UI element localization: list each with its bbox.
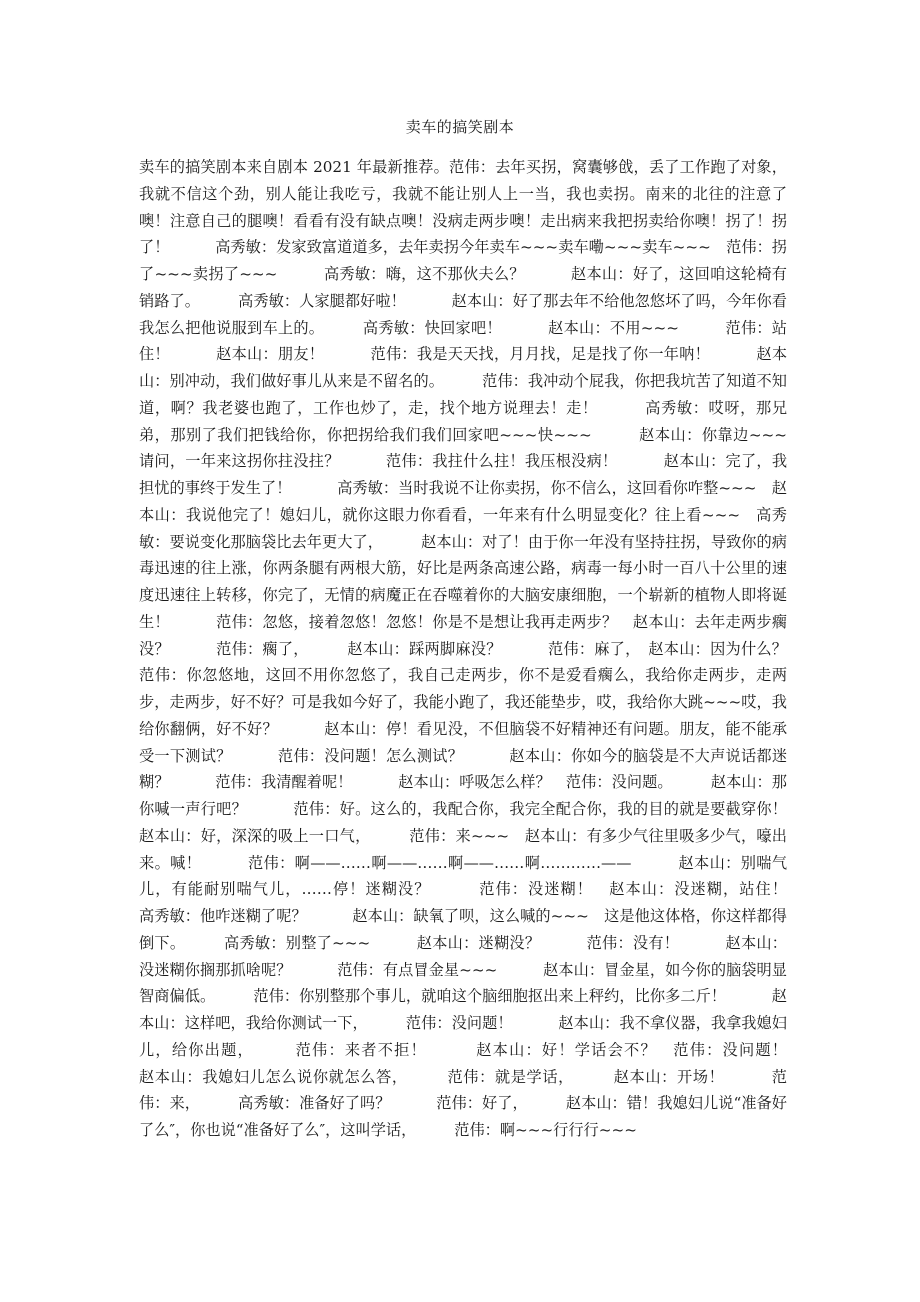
document-title: 卖车的搞笑剧本 (405, 118, 515, 136)
script-body-text: 卖车的搞笑剧本来自剧本 2021 年最新推荐。范伟：去年买拐，窝囊够戗，丢了工作跑了对象，我就不信这个劲，别人能让我吃亏，我就不能让别人上一当，我也卖拐。南来的北往的注意了噢！注意自己的腿噢！看看有没有缺点噢！没病走两步噢！走出病来我把拐卖给你噢！拐了！拐了！ 高秀敏：发家致富道道多，去年卖拐今年卖车~~~卖车嘞~~~卖车~~~ 范伟：拐了~~~卖拐了~~~ 高秀敏：嗨，这不那伙夫么？ 赵本山：好了，这回咱这轮椅有销路了。 高秀敏：人家腿都好啦！ 赵本山：好了那去年不给他忽悠坏了吗，今年你看我怎么把他说服到车上的。 高秀敏：快回家吧！ 赵本山：不用~~~ 范伟：站住！ 赵本山：朋友！ 范伟：我是天天找，月月找，足是找了你一年呐！ 赵本山：别冲动，我们做好事儿从来是不留名的。 范伟：我冲动个屁我，你把我坑苦了知道不知道，啊？我老婆也跑了，工作也炒了，走，找个地方说理去！走！ 高秀敏：哎呀，那兄弟，那别了我们把钱给你，你把拐给我们我们回家吧~~~快~~~ 赵本山：你靠边~~~ 请问，一年来这拐你拄没拄？ 范伟：我拄什么拄！我压根没病！ 赵本山：完了，我担忧的事终于发生了！ 高秀敏：当时我说不让你卖拐，你不信么，这回看你咋整~~~ 赵本山：我说他完了！媳妇儿，就你这眼力你看看，一年来有什么明显变化？往上看~~~ 高秀敏：要说变化那脑袋比去年更大了， 赵本山：对了！由于你一年没有坚持拄拐，导致你的病毒迅速的往上涨，你两条腿有两根大筋，好比是两条高速公路，病毒一每小时一百八十公里的速度迅速往上转移，你完了，无情的病魔正在吞噬着你的大脑安康细胞，一个崭新的植物人即将诞生！ 范伟：忽悠，接着忽悠！忽悠！你是不是想让我再走两步？ 赵本山：去年走两步瘸没？ 范伟：瘸了， 赵本山：踩两脚麻没？ 范伟：麻了， 赵本山：因为什么？ 范伟：你忽悠地，这回不用你忽悠了，我自己走两步，你不是爱看瘸么，我给你走两步，走两步，走两步，好不好？可是我如今好了，我能小跑了，我还能垫步，哎，我给你大跳~~~哎，我给你翻俩，好不好？ 赵本山：停！看见没，不但脑袋不好精神还有问题。朋友，能不能承受一下测试？ 范伟：没问题！怎么测试？ 赵本山：你如今的脑袋是不大声说话都迷糊？ 范伟：我清醒着呢！ 赵本山：呼吸怎么样？ 范伟：没问题。 赵本山：那你喊一声行吧？ 范伟：好。这么的，我配合你，我完全配合你，我的目的就是要截穿你！ 赵本山：好，深深的吸上一口气， 范伟：来~~~ 赵本山：有多少气往里吸多少气，嚎出来。喊！ 范伟：啊——……啊——……啊——……啊…………—— 赵本山：别喘气儿，有能耐别喘气儿，……停！迷糊没？ 范伟：没迷糊！ 赵本山：没迷糊，站住！ 高秀敏：他咋迷糊了呢？ 赵本山：缺氧了呗，这么喊的~~~ 这是他这体格，你这样都得倒下。 高秀敏：别整了~~~ 赵本山：迷糊没？ 范伟：没有！ 赵本山：没迷糊你搁那抓啥呢？ 范伟：有点冒金星~~~ 赵本山：冒金星，如今你的脑袋明显智商偏低。 范伟：你别整那个事儿，就咱这个脑细胞抠出来上秤约，比你多二斤！ 赵本山：这样吧，我给你测试一下， 范伟：没问题！ 赵本山：我不拿仪器，我拿我媳妇儿，给你出题， 范伟：来者不拒！ 赵本山：好！学话会不？ 范伟：没问题！ 赵本山：我媳妇儿怎么说你就怎么答， 范伟：就是学话， 赵本山：开场！ 范伟：来， 高秀敏：准备好了吗？ 范伟：好了， 赵本山：错！我媳妇儿说“准备好了么″，你也说“准备好了么″，这叫学话， 范伟：啊~~~行行行~~~ (139, 158, 833, 1139)
